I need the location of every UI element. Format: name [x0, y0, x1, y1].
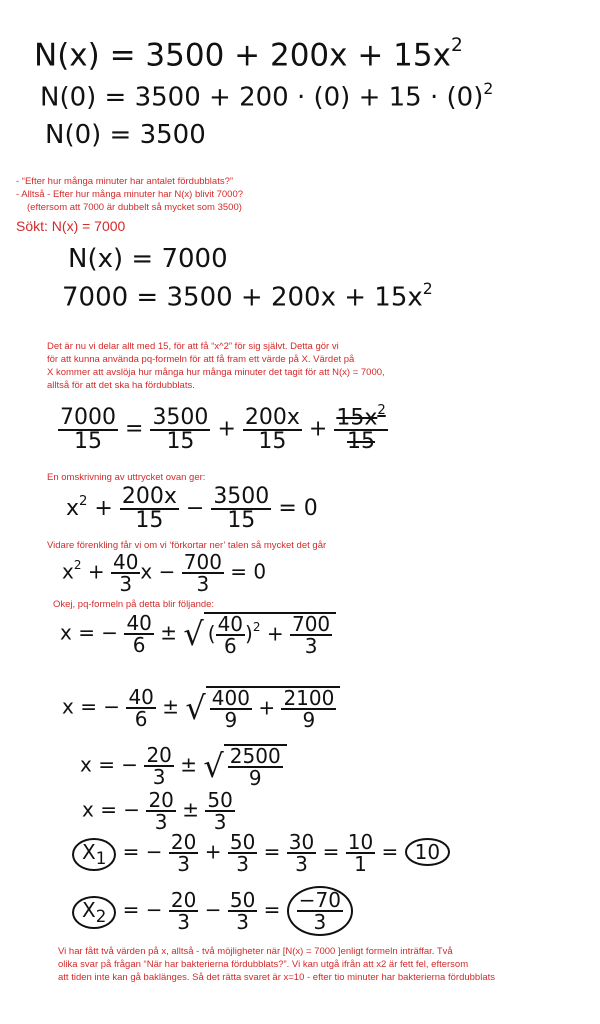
den: 3: [154, 810, 168, 834]
op: +: [87, 559, 105, 584]
lhs: x = −: [80, 752, 139, 777]
sqrt-icon: √: [203, 747, 224, 785]
frac-40-6: [124, 613, 153, 655]
num: 30: [288, 830, 315, 854]
op: =: [125, 416, 144, 442]
den: 3: [295, 852, 308, 876]
lhs: x = −: [82, 797, 141, 822]
frac-50-3: [228, 832, 257, 874]
frac-neg70-3: [297, 890, 343, 932]
num: 50: [229, 830, 256, 854]
den: 15: [347, 429, 376, 455]
num: 40: [112, 550, 139, 574]
para-line-4: alltså för att det ska ha fördubblats.: [47, 380, 195, 391]
conclusion-line-3: att tiden inte kan gå baklänges. Så det rätta svaret är x=10 - efter tio minuter har bakterierna fördubblats: [58, 972, 495, 983]
frac-40-6: [216, 614, 245, 656]
conclusion-line-1: Vi har fått två värden på x, alltså - två möjligheter när [N(x) = 7000 ]enligt formeln inträffar. Två: [58, 946, 453, 957]
setup-eq-exp: 2: [422, 279, 433, 298]
frac-20-3: [169, 832, 198, 874]
eq-line-2: [40, 79, 494, 113]
op: +: [217, 416, 236, 442]
sought-label: Sökt: N(x) = 7000: [16, 218, 126, 234]
num-exp: 2: [377, 403, 386, 419]
pq-label: Okej, pq-formeln på detta blir följande:: [53, 599, 215, 610]
num: 3500: [213, 484, 270, 509]
num: −70: [298, 888, 341, 912]
num: 50: [229, 888, 256, 912]
x2-solution: [72, 886, 353, 936]
den: 9: [224, 708, 238, 732]
den: 9: [248, 766, 262, 790]
den: 3: [119, 572, 133, 596]
frac-10-1: [346, 832, 375, 874]
setup-eq: [62, 279, 433, 313]
x1-solution: [72, 832, 450, 874]
den: 3: [304, 634, 318, 658]
x1-result: 10: [405, 838, 450, 866]
den: 3: [196, 572, 210, 596]
rewrite-eq: [66, 486, 318, 532]
num: 700: [183, 550, 222, 574]
sqrt-icon: √: [183, 615, 204, 653]
num: 7000: [60, 404, 116, 430]
den: 3: [236, 910, 249, 934]
note-meaning: - Alltså - Efter hur många minuter har N(x) blivit 7000?: [16, 189, 244, 200]
op: +: [308, 416, 328, 442]
num: 20: [170, 830, 197, 854]
exp: 2: [252, 620, 261, 635]
num: 20: [146, 743, 172, 767]
x-squared-exp: 2: [79, 493, 88, 509]
den: 3: [177, 910, 190, 934]
op: = −: [122, 839, 163, 864]
pq-step-2: [62, 686, 340, 730]
x1-sub: 1: [95, 848, 107, 868]
den: 6: [223, 634, 237, 658]
sought-eq: [68, 246, 228, 272]
op: =: [263, 839, 281, 864]
num: 3500: [152, 404, 209, 430]
x-var: x: [140, 559, 153, 584]
num: 20: [148, 788, 174, 812]
frac-40-6: [126, 687, 155, 729]
den: 3: [152, 765, 166, 789]
den: 15: [166, 428, 195, 454]
num: 50: [207, 788, 233, 812]
pq-step-3: [80, 744, 287, 788]
pq-step-1: [60, 612, 336, 656]
op: =: [263, 897, 281, 922]
op: +: [266, 621, 284, 646]
para-line-3: X kommer att avslöja hur många hur många minuter det tagit för att N(x) = 7000,: [47, 367, 385, 378]
frac-20-3: [169, 890, 198, 932]
eq-line-3: [45, 122, 206, 148]
frac-400-9: [210, 688, 252, 730]
frac-15x2-15: [334, 403, 387, 455]
den: 6: [134, 707, 148, 731]
sqrt-icon: √: [185, 689, 206, 727]
den: 6: [132, 633, 146, 657]
simplified-eq: [62, 552, 266, 594]
frac-200x-15: [243, 404, 302, 454]
para-line-2: för att kunna använda pq-formeln för att få fram ett värde på X. Värdet på: [47, 354, 355, 365]
frac-3500-15: [150, 404, 210, 454]
num: 400: [211, 686, 250, 710]
rhs: = 0: [230, 559, 267, 584]
frac-40-3: [111, 552, 140, 594]
pq-step-4: [82, 790, 235, 832]
eq-line-1-exp: 2: [450, 35, 463, 57]
num: 40: [128, 685, 154, 709]
rewrite-label: En omskrivning av uttrycket ovan ger:: [47, 472, 206, 483]
num: 2100: [283, 686, 335, 710]
num: 2500: [229, 744, 281, 768]
den: 3: [313, 910, 327, 934]
conclusion-line-2: olika svar på frågan “När har bakterierna fördubblats?”. Vi kan utgå ifrån att x2 är fett fel, eftersom: [58, 959, 469, 970]
den: 15: [74, 428, 102, 454]
x2-result: [287, 886, 353, 936]
num: 20: [170, 888, 197, 912]
op: =: [381, 839, 399, 864]
eq-line-2-text: N(0) = 3500 + 200 · (0) + 15 · (0): [40, 82, 484, 113]
x2-label: [72, 896, 116, 930]
note-question: - “Efter hur många minuter har antalet fördubblats?”: [16, 176, 234, 187]
op: +: [94, 496, 113, 521]
eq-line-3-text: N(0) = 3500: [45, 120, 206, 150]
para-line-1: Det är nu vi delar allt med 15, för att få “x^2” för sig självt. Detta gör vi: [47, 341, 339, 352]
setup-eq-text: 7000 = 3500 + 200x + 15x: [62, 282, 423, 313]
radicand: [206, 686, 341, 730]
x-squared-exp: 2: [73, 558, 82, 573]
den: 3: [213, 810, 227, 834]
op: ±: [160, 620, 178, 645]
op: −: [158, 559, 176, 584]
eq-line-2-exp: 2: [483, 79, 494, 98]
op: = −: [122, 897, 163, 922]
num: 200x: [244, 404, 300, 430]
frac-3500-15: [211, 486, 271, 532]
divide-eq: [58, 403, 388, 455]
num: 200x: [121, 484, 177, 509]
radicand: ( $\frac{40}{6}$ )$^2$ + $\frac{700}{3}$: [204, 612, 336, 656]
frac-2500-9: [228, 746, 283, 788]
frac-200x-15: [120, 486, 179, 532]
den: 15: [227, 508, 256, 533]
frac-20-3: [144, 745, 173, 787]
den: 15: [258, 428, 287, 454]
x2-letter: X: [82, 897, 96, 922]
frac-50-3: [228, 890, 257, 932]
op: =: [322, 839, 340, 864]
x2-sub: 2: [95, 906, 107, 926]
num: 40: [217, 612, 244, 636]
eq-line-1-text: N(x) = 3500 + 200x + 15x: [34, 37, 451, 74]
op: ±: [182, 797, 200, 822]
num: 40: [126, 611, 152, 635]
frac-50-3: [205, 790, 234, 832]
op: −: [185, 496, 205, 521]
op: +: [204, 839, 222, 864]
simplify-label: Vidare förenkling får vi om vi ‘förkortar ner’ talen så mycket det går: [47, 540, 327, 551]
op: +: [258, 695, 276, 720]
num: 10: [347, 830, 374, 854]
op: ±: [162, 694, 180, 719]
num: [334, 403, 387, 431]
eq-line-1: [34, 35, 463, 74]
op: ±: [180, 752, 198, 777]
den: 9: [302, 708, 316, 732]
den: 3: [177, 852, 190, 876]
x1-letter: X: [82, 839, 96, 864]
num: 700: [291, 612, 331, 636]
x1-label: [72, 838, 116, 872]
frac-700-3: [290, 614, 332, 656]
lhs: x = −: [62, 694, 121, 719]
radicand: [224, 744, 287, 788]
frac-7000-15: [58, 404, 118, 454]
lhs: x = −: [60, 620, 119, 645]
den: 1: [354, 852, 367, 876]
frac-20-3: [146, 790, 175, 832]
rhs: = 0: [278, 496, 318, 521]
frac-2100-9: [281, 688, 336, 730]
frac-30-3: [287, 832, 316, 874]
op: −: [204, 897, 222, 922]
frac-700-3: [182, 552, 224, 594]
x-squared: x: [62, 559, 74, 584]
note-reason: (eftersom att 7000 är dubbelt så mycket som 3500): [27, 202, 242, 213]
x-squared: x: [66, 496, 80, 521]
num-text: 15x: [336, 405, 378, 431]
den: 15: [135, 508, 164, 533]
sought-eq-text: N(x) = 7000: [68, 244, 228, 274]
den: 3: [236, 852, 249, 876]
